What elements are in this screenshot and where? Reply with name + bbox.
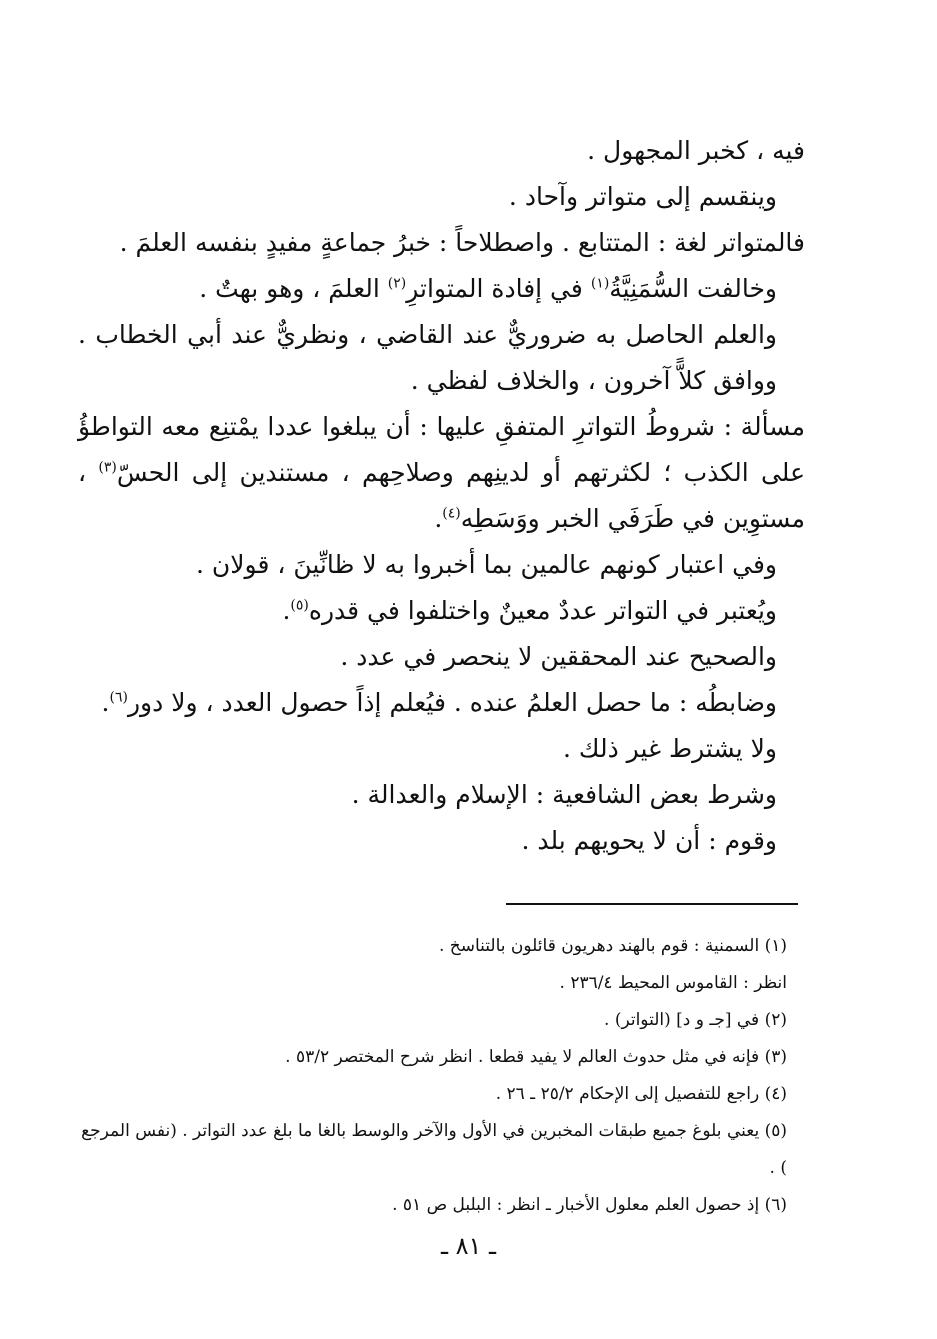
paragraph-4-text-c: العلمَ ، وهو بهتٌ . bbox=[199, 274, 380, 303]
paragraph-3: فالمتواتر لغة : المتتابع . واصطلاحاً : خبرُ جماعةٍ مفيدٍ بنفسه العلمَ . bbox=[119, 228, 805, 257]
footnote-ref-4[interactable]: (٤) bbox=[442, 505, 461, 522]
paragraph-5: والعلم الحاصل به ضروريٌّ عند القاضي ، ونظريٌّ عند أبي الخطاب . ووافق كلاًّ آخرون ، والخلاف لفظي . bbox=[78, 320, 777, 395]
paragraph-2: وينقسم إلى متواتر وآحاد . bbox=[508, 182, 777, 211]
paragraph-6-text-a: مسألة : شروطُ التواترِ المتفقِ عليها : أن يبلغوا عددا يمْتنِع معه التواطؤُ على الكذب ؛ لكثرتهم أو لدينِهم وصلاحِهم ، مستندين إلى الحسّ bbox=[78, 412, 805, 487]
main-text bbox=[78, 128, 805, 864]
page-number: ـ ٨١ ـ bbox=[440, 1232, 497, 1260]
footnote-ref-6[interactable]: (٦) bbox=[109, 689, 128, 706]
paragraph-4-text-a: وخالفت السُّمَنِيَّةُ bbox=[609, 274, 777, 303]
footnote-4: (٤) راجع للتفصيل إلى الإحكام ٢٥/٢ ـ ٢٦ . bbox=[495, 1084, 787, 1104]
paragraph-8-text-b: . bbox=[282, 596, 291, 625]
paragraph-1: فيه ، كخبر المجهول . bbox=[587, 136, 805, 165]
footnote-5: (٥) يعني بلوغ جميع طبقات المخبرين في الأول والآخر والوسط بالغا ما بلغ عدد التواتر . (نفس المرجع ) . bbox=[81, 1121, 787, 1178]
paragraph-10-text-a: وضابطُه : ما حصل العلمُ عنده . فيُعلم إذاً حصول العدد ، ولا دور bbox=[127, 688, 777, 717]
footnote-6: (٦) إذ حصول العلم معلول الأخبار ـ انظر : البلبل ص ٥١ . bbox=[392, 1195, 787, 1215]
paragraph-13: وقوم : أن لا يحويهم بلد . bbox=[521, 826, 777, 855]
paragraph-6-text-c: . bbox=[434, 504, 443, 533]
paragraph-6-text-b: ، مستوِين في طَرَفَي الخبر ووَسَطِه bbox=[78, 458, 805, 533]
footnotes bbox=[78, 928, 805, 1224]
paragraph-4-text-b: في إفادة المتواترِ bbox=[406, 274, 583, 303]
paragraph-8 bbox=[78, 588, 805, 634]
paragraph-8-text-a: ويُعتبر في التواتر عددٌ معينٌ واختلفوا في قدره bbox=[308, 596, 777, 625]
footnote-2: (٢) في [جـ و د] (التواتر) . bbox=[604, 1010, 787, 1030]
footnote-3: (٣) فإنه في مثل حدوث العالم لا يفيد قطعا . انظر شرح المختصر ٥٣/٢ . bbox=[285, 1047, 787, 1067]
footnote-ref-3[interactable]: (٣) bbox=[98, 459, 117, 476]
paragraph-4 bbox=[78, 266, 805, 312]
paragraph-6 bbox=[78, 404, 805, 542]
footnote-ref-5[interactable]: (٥) bbox=[290, 597, 309, 614]
footnote-1-continued: انظر : القاموس المحيط ٢٣٦/٤ . bbox=[559, 973, 787, 993]
footnote-ref-2[interactable]: (٢) bbox=[387, 275, 407, 292]
footnote-1: (١) السمنية : قوم بالهند دهريون قائلون بالتناسخ . bbox=[438, 936, 787, 956]
footnote-separator bbox=[506, 903, 798, 905]
paragraph-9: والصحيح عند المحققين لا ينحصر في عدد . bbox=[340, 642, 777, 671]
paragraph-10-text-b: . bbox=[101, 688, 110, 717]
paragraph-7: وفي اعتبار كونهم عالمين بما أخبروا به لا ظانِّينَ ، قولان . bbox=[196, 550, 777, 579]
paragraph-12: وشرط بعض الشافعية : الإسلام والعدالة . bbox=[351, 780, 777, 809]
paragraph-11: ولا يشترط غير ذلك . bbox=[562, 734, 777, 763]
paragraph-10 bbox=[78, 680, 805, 726]
footnote-ref-1[interactable]: (١) bbox=[590, 275, 610, 292]
